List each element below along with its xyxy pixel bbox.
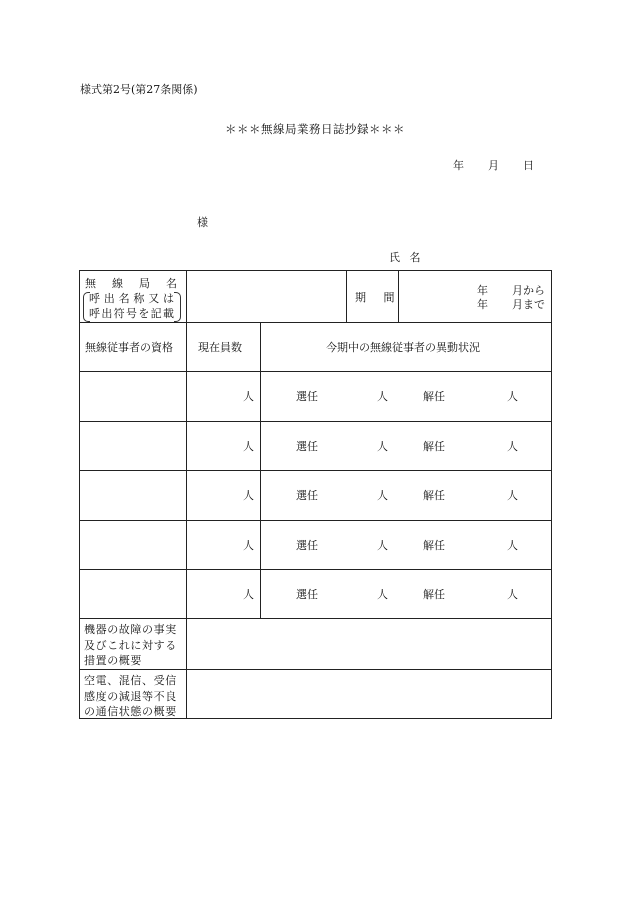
period-to-month: 月まで <box>512 298 545 311</box>
current-staff-unit: 人 <box>243 390 254 403</box>
current-staff-unit: 人 <box>243 588 254 601</box>
appointed-unit: 人 <box>377 440 388 453</box>
appointed-unit: 人 <box>377 539 388 552</box>
station-label-line <box>83 291 183 306</box>
period-label: 期 間 <box>355 291 402 304</box>
appointed-label: 選任 <box>296 390 318 403</box>
dismissed-label: 解任 <box>423 539 445 552</box>
date-year-label: 年 <box>453 159 464 172</box>
equipment-failure-line: 及びこれに対する <box>84 638 177 652</box>
dismissed-unit: 人 <box>507 588 518 601</box>
station-label-char: 載 <box>162 307 174 320</box>
appointed-label: 選任 <box>296 539 318 552</box>
station-label-char: 線 <box>112 277 123 290</box>
station-label-char: 局 <box>139 277 150 290</box>
column-divider <box>346 271 347 322</box>
bracket-left <box>83 292 90 322</box>
appointed-unit: 人 <box>377 390 388 403</box>
date-day-label: 日 <box>523 159 534 172</box>
poor-communication-line: の通信状態の概要 <box>84 705 177 718</box>
row-divider <box>80 421 551 422</box>
current-staff-unit: 人 <box>243 539 254 552</box>
station-label-char: 出 <box>101 307 113 320</box>
document-title: ＊＊＊無線局業務日誌抄録＊＊＊ <box>225 122 405 136</box>
station-label-line <box>83 276 179 291</box>
row-divider <box>80 322 551 323</box>
station-label-line <box>83 306 183 321</box>
qualification-field[interactable] <box>82 373 184 418</box>
station-label-char: 呼 <box>89 292 100 305</box>
station-label-char: 記 <box>150 307 162 320</box>
station-label-char: 無 <box>85 277 96 290</box>
qualification-field[interactable] <box>82 423 184 468</box>
equipment-failure-line: 機器の故障の事実 <box>84 623 177 636</box>
station-label-char: 名 <box>118 292 130 305</box>
column-divider <box>260 322 261 618</box>
period-from-year: 年 <box>477 284 488 297</box>
poor-communication-label <box>84 673 177 720</box>
period-from-month: 月から <box>512 284 545 297</box>
row-divider <box>80 669 551 670</box>
station-label-char: 称 <box>133 292 145 305</box>
appointed-unit: 人 <box>377 588 388 601</box>
date-month-label: 月 <box>488 159 499 172</box>
qualification-header: 無線従事者の資格 <box>85 341 173 354</box>
dismissed-unit: 人 <box>507 489 518 502</box>
station-label-char: を <box>138 307 150 320</box>
dismissed-unit: 人 <box>507 539 518 552</box>
addressee-suffix: 様 <box>197 216 208 229</box>
station-label-char: 出 <box>103 292 115 305</box>
current-staff-header: 現在員数 <box>198 341 242 354</box>
dismissed-label: 解任 <box>423 588 445 601</box>
row-divider <box>80 618 551 619</box>
station-label-char: 又 <box>148 292 160 305</box>
appointed-label: 選任 <box>296 440 318 453</box>
equipment-failure-label <box>84 622 177 669</box>
station-label-char: は <box>162 292 174 305</box>
row-divider <box>80 371 551 372</box>
station-label-char: 号 <box>125 307 137 320</box>
poor-communication-line: 空電、混信、受信 <box>84 674 177 687</box>
qualification-field[interactable] <box>82 571 184 616</box>
dismissed-label: 解任 <box>423 440 445 453</box>
equipment-failure-line: 措置の概要 <box>84 654 142 667</box>
station-label-char: 名 <box>166 277 177 290</box>
qualification-field[interactable] <box>82 522 184 567</box>
name-label: 氏 名 <box>389 251 424 264</box>
dismissed-label: 解任 <box>423 489 445 502</box>
station-label-char: 符 <box>113 307 125 320</box>
current-staff-unit: 人 <box>243 489 254 502</box>
station-name-label <box>83 276 183 321</box>
qualification-field[interactable] <box>82 472 184 517</box>
station-label-char: 呼 <box>89 307 100 320</box>
dismissed-unit: 人 <box>507 390 518 403</box>
staff-changes-header: 今期中の無線従事者の異動状況 <box>326 341 480 354</box>
station-name-field[interactable] <box>188 273 345 320</box>
row-divider <box>80 569 551 570</box>
log-summary-table <box>79 270 552 719</box>
bracket-right <box>174 292 181 322</box>
appointed-label: 選任 <box>296 489 318 502</box>
row-divider <box>80 520 551 521</box>
dismissed-label: 解任 <box>423 390 445 403</box>
dismissed-unit: 人 <box>507 440 518 453</box>
period-to-year: 年 <box>477 298 488 311</box>
column-divider <box>186 271 187 718</box>
row-divider <box>80 470 551 471</box>
form-number: 様式第2号(第27条関係) <box>80 83 198 96</box>
poor-communication-line: 感度の減退等不良 <box>84 689 177 703</box>
current-staff-unit: 人 <box>243 440 254 453</box>
appointed-unit: 人 <box>377 489 388 502</box>
appointed-label: 選任 <box>296 588 318 601</box>
